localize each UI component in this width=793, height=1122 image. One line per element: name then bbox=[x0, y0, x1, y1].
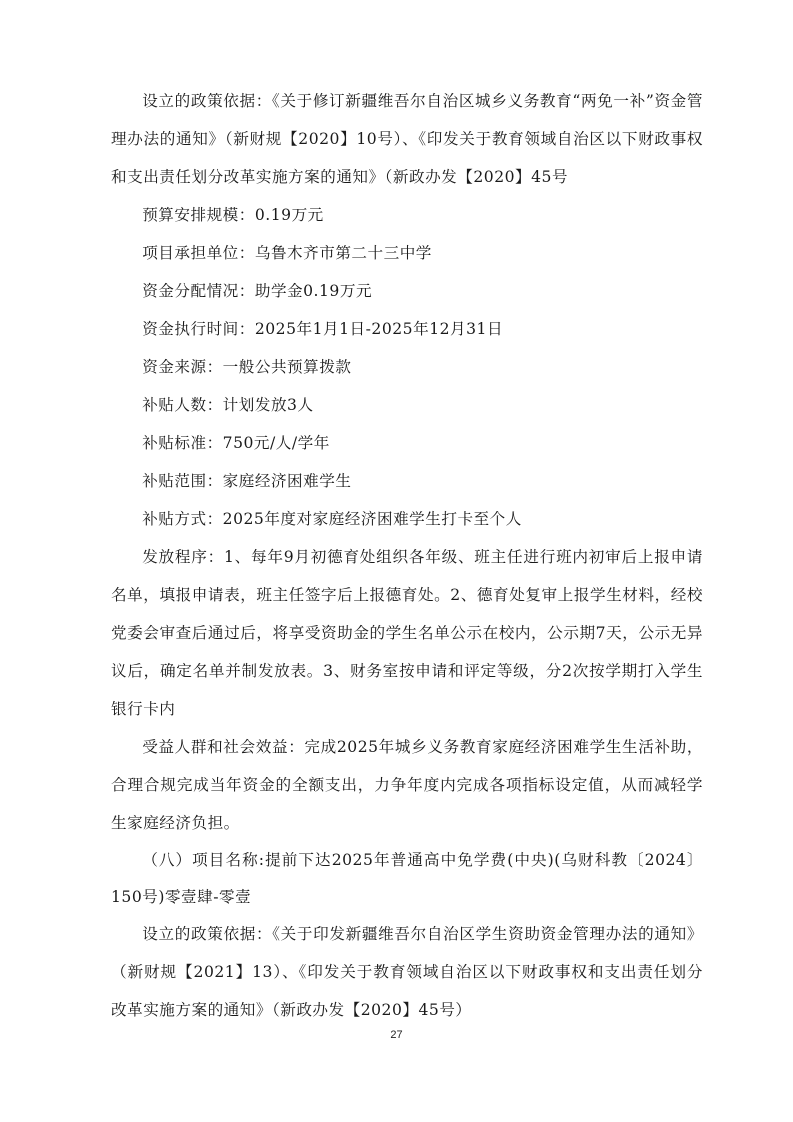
paragraph-budget-scale: 预算安排规模：0.19万元 bbox=[142, 206, 324, 224]
paragraph-execution-period: 资金执行时间：2025年1月1日-2025年12月31日 bbox=[142, 320, 504, 338]
paragraph-undertaking-unit: 项目承担单位：乌鲁木齐市第二十三中学 bbox=[142, 244, 432, 262]
paragraph-subsidy-method: 补贴方式：2025年度对家庭经济困难学生打卡至个人 bbox=[142, 510, 522, 528]
paragraph-fund-allocation: 资金分配情况：助学金0.19万元 bbox=[142, 282, 373, 300]
paragraph-fund-source: 资金来源：一般公共预算拨款 bbox=[142, 358, 352, 376]
paragraph-distribution-procedure: 发放程序：1、每年9月初德育处组织各年级、班主任进行班内初审后上报申请名单，填报申请表，班主任签字后上报德育处。2、德育处复审上报学生材料，经校党委会审查后通过后，将享受资助金的学生名单公示在校内，公示期7天，公示无异议后，确定名单并制发放表。3、财务室按申请和评定等级，分2次按学期打入学生银行卡内 bbox=[111, 548, 703, 718]
paragraph-project-heading: （八）项目名称:提前下达2025年普通高中免学费(中央)(乌财科教〔2024〕150号)零壹肆-零壹 bbox=[111, 851, 703, 906]
paragraph-subsidy-count: 补贴人数：计划发放3人 bbox=[142, 396, 314, 414]
paragraph-subsidy-standard: 补贴标准：750元/人/学年 bbox=[142, 434, 330, 452]
page-number: 27 bbox=[390, 1029, 403, 1041]
paragraph-policy-basis-1: 设立的政策依据：《关于修订新疆维吾尔自治区城乡义务教育“两免一补”资金管理办法的通知》（新财规【2020】10号）、《印发关于教育领域自治区以下财政事权和支出责任划分改革实施方案的通知》（新政办发【2020】45号 bbox=[111, 92, 703, 186]
paragraph-policy-basis-2: 设立的政策依据：《关于印发新疆维吾尔自治区学生资助资金管理办法的通知》（新财规【2021】13）、《印发关于教育领域自治区以下财政事权和支出责任划分改革实施方案的通知》（新政办发【2020】45号） bbox=[111, 925, 703, 1019]
paragraph-beneficiaries: 受益人群和社会效益：完成2025年城乡义务教育家庭经济困难学生生活补助，合理合规完成当年资金的全额支出，力争年度内完成各项指标设定值，从而减轻学生家庭经济负担。 bbox=[111, 738, 703, 832]
document-body bbox=[111, 82, 703, 1029]
paragraph-subsidy-scope: 补贴范围：家庭经济困难学生 bbox=[142, 472, 352, 490]
